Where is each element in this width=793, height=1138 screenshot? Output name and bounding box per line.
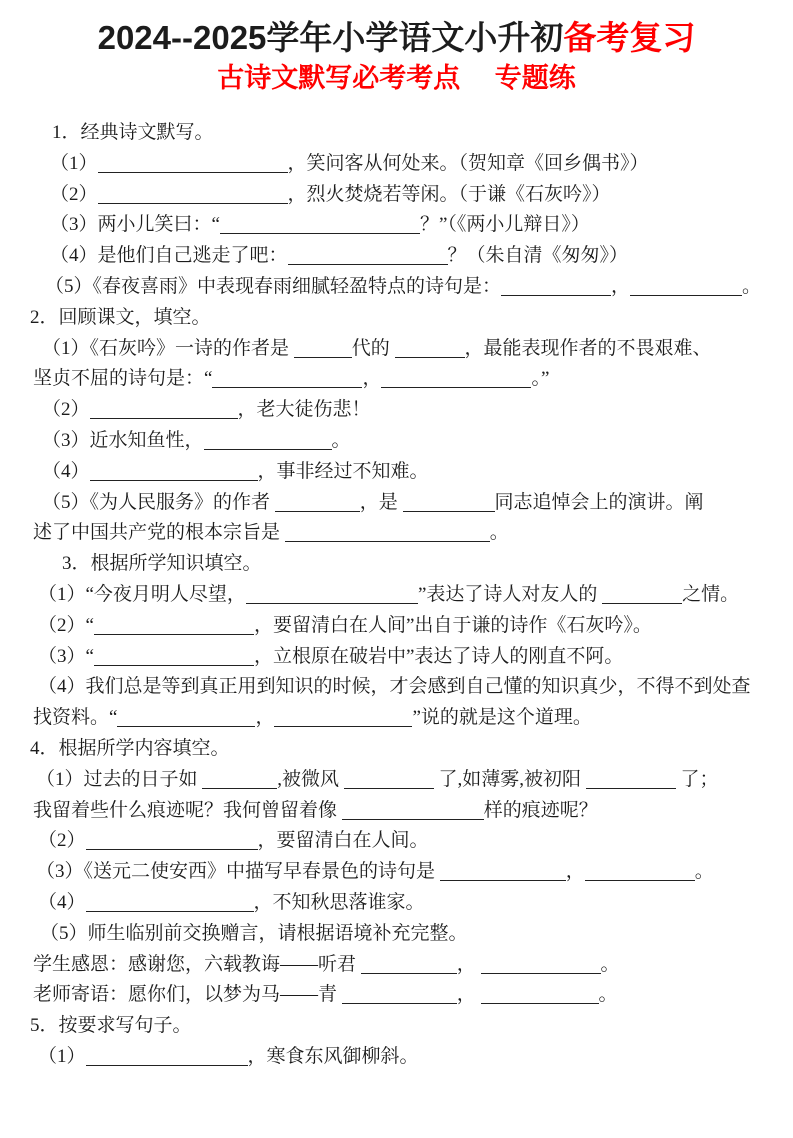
blank-underline [294,338,352,358]
line-text: ，笑问客从何处来。（贺知章《回乡偶书》） [287,152,649,174]
worksheet-page [0,16,793,1073]
blank-underline [220,214,420,234]
blank-underline [342,800,484,820]
blank-underline [361,954,457,974]
blank-underline [86,892,254,912]
line-text: ，要留清白在人间。 [257,830,429,852]
line-text: 找资料。“ [33,707,118,729]
line-text: 了,如薄雾,被初阳 [433,768,586,790]
line-text: （3）《送元二使安西》中描写早春景色的诗句是 [36,861,440,883]
s2-q2 [0,395,793,426]
line-text: （2） [50,183,98,205]
line-text: 我留着些什么痕迹呢？我何曾留着像 [33,799,342,821]
line-text: ， [565,861,585,883]
blank-underline [440,861,566,881]
document-body [0,118,793,1073]
line-text: （1）《石灰吟》一诗的作者是 [42,337,294,359]
line-text: 老师寄语：愿你们，以梦为马——青 [33,984,342,1006]
line-text: ，要留清白在人间”出自于谦的诗作《石灰吟》。 [253,614,652,636]
line-text: 之情。 [682,583,740,605]
line-text: 。 [331,429,351,451]
line-text: ？（朱自清《匆匆》） [447,245,629,267]
blank-underline [501,276,611,296]
s4-q5-student [0,950,793,981]
blank-underline [395,338,465,358]
blank-underline [98,153,288,173]
line-text: （1）过去的日子如 [36,768,203,790]
s1-q2 [0,180,793,211]
blank-underline [86,1046,248,1066]
page-subtitle [0,60,793,96]
line-text: ，不知秋思落谁家。 [253,891,425,913]
line-text: ，老大徒伤悲！ [237,399,371,421]
section2-heading [0,303,793,334]
blank-underline [602,584,682,604]
s4-q1-line1 [0,765,793,796]
blank-underline [86,830,258,850]
line-text: 学生感恩：感谢您，六载教诲——听君 [33,953,361,975]
line-text: 述了中国共产党的根本宗旨是 [33,522,285,544]
s3-q4-line1 [0,672,793,703]
title-line1-black: 2024--2025学年小学语文小升初 [97,19,564,56]
s2-q1-line2 [0,364,793,395]
line-text: 5．按要求写句子。 [30,1015,192,1037]
line-text: ，事非经过不知难。 [257,460,429,482]
line-text: （3）“ [38,645,94,667]
blank-underline [285,522,490,542]
line-text: 1．经典诗文默写。 [52,122,214,143]
s3-q2 [0,611,793,642]
line-text: ”表达了诗人对友人的 [417,583,603,605]
s2-q5-line2 [0,518,793,549]
line-text: （4）我们总是等到真正用到知识的时候，才会感到自己懂的知识真少，不得不到处查 [38,676,751,698]
blank-underline [275,492,360,512]
line-text: （1）“今夜月明人尽望， [38,583,246,605]
line-text: ， [255,707,275,729]
s2-q3 [0,426,793,457]
s3-q4-line2 [0,703,793,734]
blank-underline [585,861,695,881]
line-text: （5）《春夜喜雨》中表现春雨细腻轻盈特点的诗句是： [45,275,502,297]
line-text: ，烈火焚烧若等闲。（于谦《石灰吟》） [287,183,611,205]
line-text: （3）近水知鱼性， [42,429,204,451]
blank-underline [98,184,288,204]
s2-q5-line1 [0,488,793,519]
s3-q1 [0,580,793,611]
line-text: ？”（《两小儿辩日》） [419,214,590,236]
blank-underline [246,584,418,604]
line-text: （5）师生临别前交换赠言，请根据语境补充完整。 [40,922,468,944]
line-text: （4）是他们自己逃走了吧： [50,245,288,267]
line-text: 。 [489,522,509,544]
line-text: ，寒食东风御柳斜。 [247,1045,419,1067]
line-text: 坚贞不屈的诗句是：“ [33,368,213,390]
blank-underline [94,615,254,635]
line-text: （2） [42,399,90,421]
s4-q1-line2 [0,796,793,827]
blank-underline [342,984,457,1004]
line-text: （5）《为人民服务》的作者 [42,491,275,513]
blank-underline [288,245,448,265]
line-text: 。 [600,953,620,975]
s4-q2 [0,826,793,857]
blank-underline [274,707,412,727]
section4-heading [0,734,793,765]
line-text: 2．回顾课文，填空。 [30,306,211,328]
line-text: ， [362,368,382,390]
s4-q4 [0,888,793,919]
s1-q1 [0,149,793,180]
line-text: （2） [38,830,86,852]
blank-underline [212,368,362,388]
line-text: （2）“ [38,614,94,636]
s4-q5 [0,919,793,950]
s1-q5 [0,272,793,303]
s4-q3 [0,857,793,888]
blank-underline [586,769,676,789]
line-text: 代的 [351,337,395,359]
line-text: （4） [38,891,86,913]
blank-underline [204,430,332,450]
s5-q1 [0,1042,793,1073]
line-text: 4．根据所学内容填空。 [30,737,230,759]
line-text: （1） [50,152,98,174]
line-text: 。” [531,368,550,390]
title-line2: 古诗文默写必考考点 专题练 [217,63,576,93]
section1-heading [0,118,793,149]
s3-q3 [0,642,793,673]
line-text: ， [456,953,481,975]
line-text: （3）两小儿笑曰：“ [50,214,220,236]
s1-q3 [0,210,793,241]
blank-underline [344,769,434,789]
section5-heading [0,1011,793,1042]
blank-underline [381,368,531,388]
line-text: ，最能表现作者的不畏艰难、 [464,337,712,359]
line-text: 了； [675,768,719,790]
blank-underline [90,461,258,481]
line-text: （4） [42,460,90,482]
blank-underline [117,707,255,727]
blank-underline [481,984,599,1004]
s2-q4 [0,457,793,488]
s2-q1-line1 [0,334,793,365]
s1-q4 [0,241,793,272]
line-text: 。 [694,861,714,883]
blank-underline [630,276,742,296]
line-text: 样的痕迹呢？ [483,799,598,821]
line-text: ”说的就是这个道理。 [412,707,592,729]
blank-underline [481,954,601,974]
line-text: 。 [598,984,618,1006]
line-text: ，立根原在破岩中”表达了诗人的刚直不阿。 [253,645,624,667]
line-text: 同志追悼会上的演讲。阐 [494,491,704,513]
blank-underline [403,492,495,512]
blank-underline [94,646,254,666]
section3-heading [0,549,793,580]
title-line1-red: 备考复习 [563,19,696,56]
blank-underline [90,399,238,419]
page-title [0,16,793,60]
blank-underline [202,769,277,789]
line-text: ，是 [359,491,403,513]
line-text: ， [611,275,631,297]
line-text: （1） [38,1045,86,1067]
line-text: ,被微风 [277,768,344,790]
line-text: 。 [742,275,762,297]
s4-q5-teacher [0,980,793,1011]
line-text: ， [456,984,481,1006]
line-text: 3．根据所学知识填空。 [62,553,262,575]
